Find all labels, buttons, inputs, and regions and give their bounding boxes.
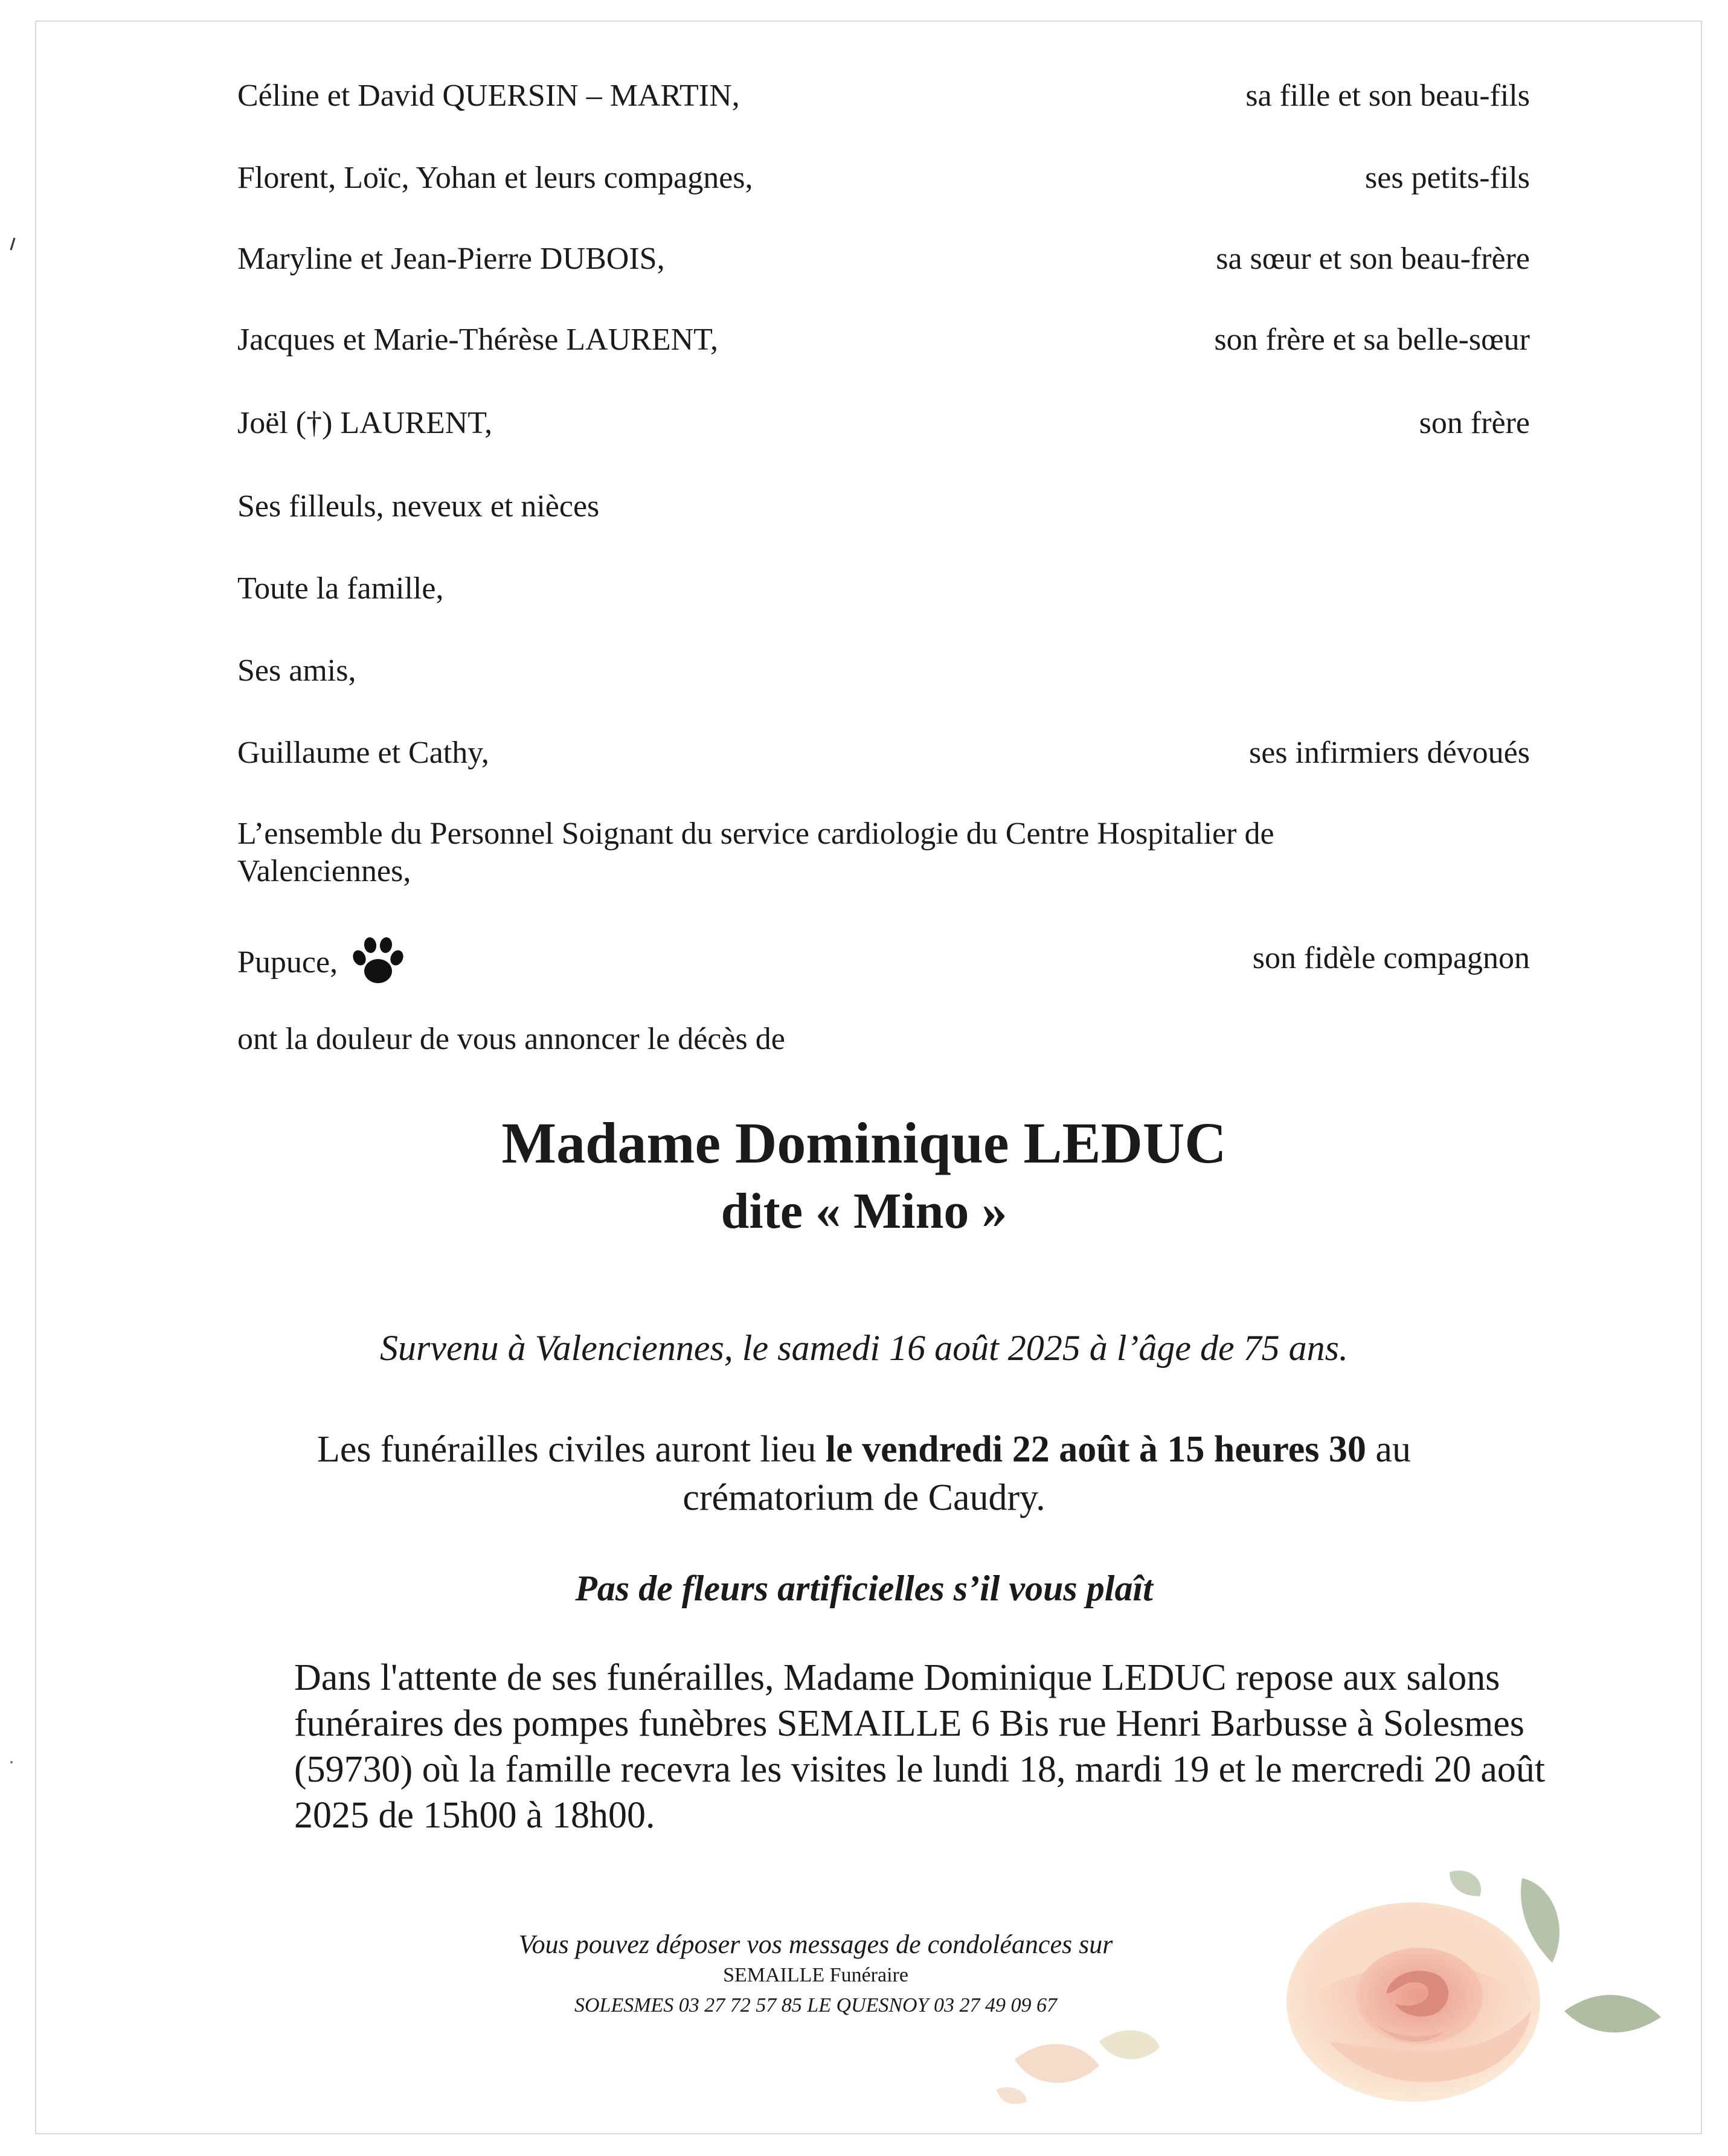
funeral-prefix: Les funérailles civiles auront lieu xyxy=(317,1429,826,1470)
family-relation: ses petits-fils xyxy=(1365,161,1530,195)
funeral-suffix: au xyxy=(1366,1429,1411,1470)
death-notice: Survenu à Valenciennes, le samedi 16 août 2025 à l’âge de 75 ans. xyxy=(379,1328,1349,1368)
family-name: Pupuce, xyxy=(237,945,338,980)
company-name: SEMAILLE Funéraire xyxy=(723,1964,908,1986)
funeral-location: crématorium de Caudry. xyxy=(683,1477,1045,1518)
condolences-text: Vous pouvez déposer vos messages de condoléances sur xyxy=(518,1930,1113,1959)
family-relation: sa fille et son beau-fils xyxy=(1245,79,1530,113)
family-name: Ses amis, xyxy=(237,653,356,688)
flowers-note: Pas de fleurs artificielles s’il vous plaît xyxy=(575,1568,1153,1608)
family-name: L’ensemble du Personnel Soignant du service cardiologie du Centre Hospitalier de Valenciennes, xyxy=(237,817,1274,888)
company-phones: SOLESMES 03 27 72 57 85 LE QUESNOY 03 27 49 09 67 xyxy=(574,1994,1058,2016)
paw-print-icon xyxy=(351,936,405,987)
family-name: Toute la famille, xyxy=(237,571,444,606)
family-relation: son frère et sa belle-sœur xyxy=(1214,322,1530,357)
scan-mark xyxy=(8,1759,14,1766)
family-name: Jacques et Marie-Thérèse LAURENT, xyxy=(237,322,719,357)
family-name: Florent, Loïc, Yohan et leurs compagnes, xyxy=(237,161,753,195)
family-name: Céline et David QUERSIN – MARTIN, xyxy=(237,79,740,113)
family-name: Ses filleuls, neveux et nièces xyxy=(237,489,600,524)
family-relation: son frère xyxy=(1419,406,1530,440)
deceased-name: Madame Dominique LEDUC xyxy=(501,1111,1227,1175)
family-name: Joël (†) LAURENT, xyxy=(237,406,493,440)
family-name: Maryline et Jean-Pierre DUBOIS, xyxy=(237,242,665,276)
scan-mark xyxy=(8,237,18,252)
funeral-info xyxy=(0,1425,1728,1522)
family-relation: son fidèle compagnon xyxy=(1252,941,1530,975)
deceased-nickname: dite « Mino » xyxy=(721,1183,1007,1239)
family-relation: sa sœur et son beau-frère xyxy=(1216,242,1530,276)
family-name: Guillaume et Cathy, xyxy=(237,736,489,770)
family-row xyxy=(237,815,1445,890)
visitation-info: Dans l'attente de ses funérailles, Madame Dominique LEDUC repose aux salons funéraires des pompes funèbres SEMAILLE 6 Bis rue Henri Barbusse à Solesmes (59730) où la famille recevra les visites le lundi 18, mardi 19 et le mercredi 20 août 2025 de 15h00 à 18h00. xyxy=(294,1657,1546,1836)
funeral-date-time: le vendredi 22 août à 15 heures 30 xyxy=(825,1429,1366,1470)
family-relation: ses infirmiers dévoués xyxy=(1248,736,1530,770)
